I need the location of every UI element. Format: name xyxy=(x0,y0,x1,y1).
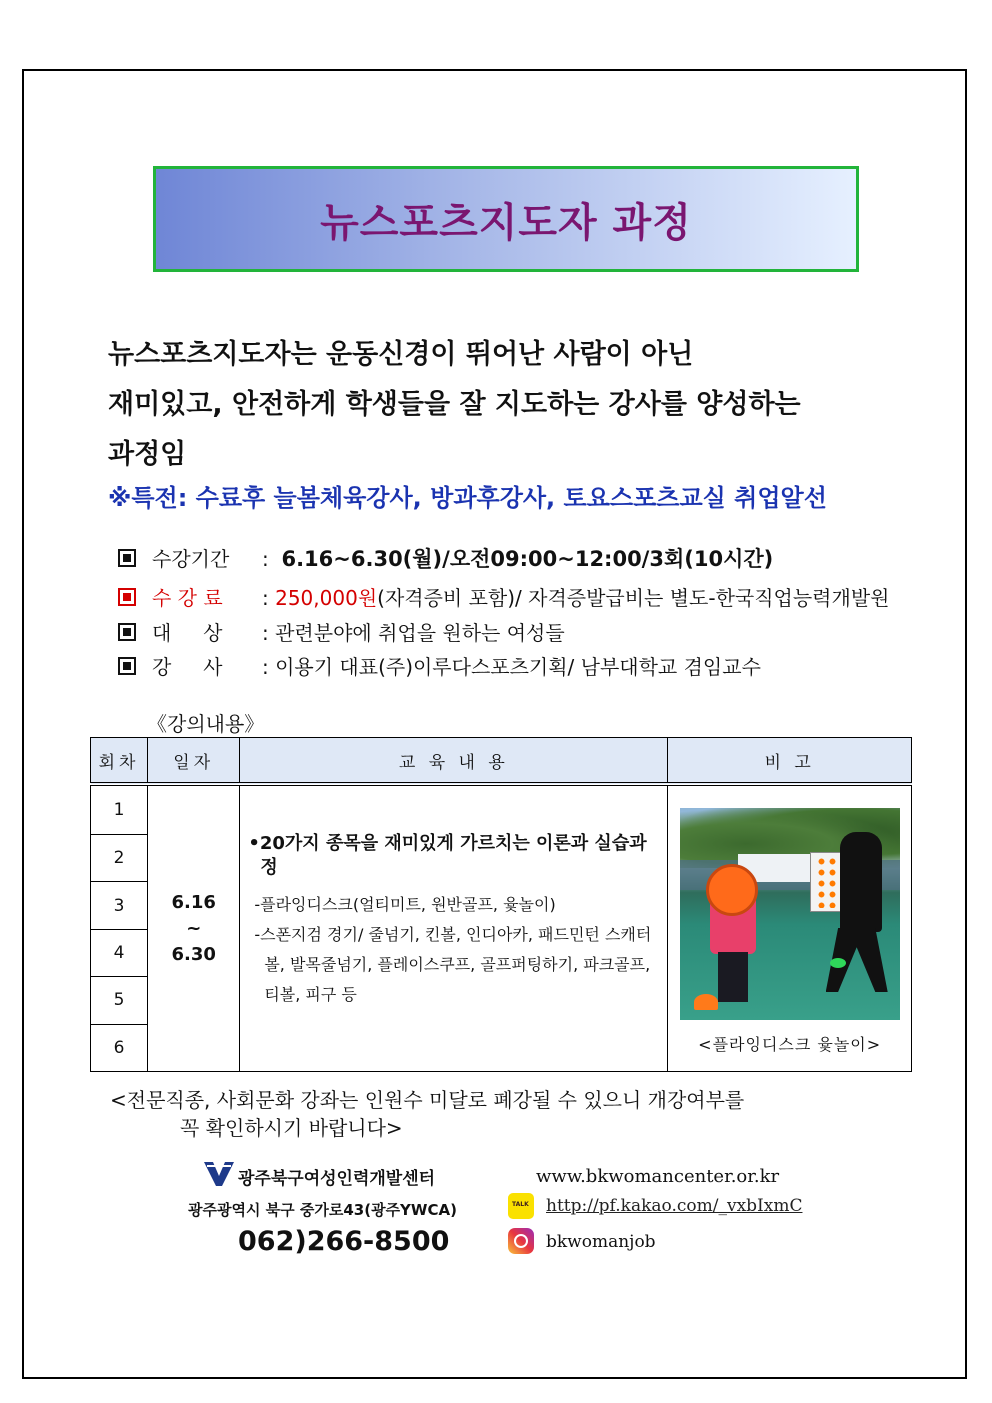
fee-value: 250,000원 xyxy=(275,586,378,610)
org-address: 광주광역시 북구 중가로43(광주YWCA) xyxy=(188,1201,457,1219)
special-benefit: ※특전: 수료후 늘봄체육강사, 방과후강사, 토요스포츠교실 취업알선 xyxy=(108,484,827,512)
info-value: 이용기 대표(주)이루다스포츠기획/ 남부대학교 겸임교수 xyxy=(275,655,761,679)
intro-text xyxy=(108,330,948,480)
date-cell xyxy=(148,784,240,1072)
session-number: 5 xyxy=(91,977,148,1024)
title-banner xyxy=(153,166,859,272)
info-label: 대 상 xyxy=(152,621,223,645)
bullet-icon xyxy=(118,588,136,606)
notice xyxy=(110,1086,744,1142)
kakao-link[interactable]: http://pf.kakao.com/_vxbIxmC xyxy=(546,1196,803,1216)
info-target: 대 상 : 관련분야에 취업을 원하는 여성들 xyxy=(118,617,565,646)
info-value: 6.16~6.30(월)/오전09:00~12:00/3회(10시간) xyxy=(281,547,774,571)
org-phone: 062)266-8500 xyxy=(238,1226,450,1257)
intro-line-2: 재미있고, 안전하게 학생들을 잘 지도하는 강사를 양성하는 xyxy=(108,389,801,420)
content-sub-2: -스폰지검 경기/ 줄넘기, 킨볼, 인디아카, 패드민턴 스캐터볼, 발목줄넘기, 플레이스쿠프, 골프퍼팅하기, 파크골프, 티볼, 피구 등 xyxy=(254,925,652,1004)
session-number: 2 xyxy=(91,834,148,881)
photo-caption: <플라잉디스크 윷놀이> xyxy=(698,1035,882,1054)
notice-line-2: 꼭 확인하시기 바랍니다> xyxy=(180,1116,403,1140)
info-instructor: 강 사 : 이용기 대표(주)이루다스포츠기획/ 남부대학교 겸임교수 xyxy=(118,651,761,680)
session-number: 4 xyxy=(91,929,148,976)
table-row xyxy=(91,784,912,834)
section-label: 《강의내용》 xyxy=(147,712,265,736)
instagram-handle[interactable]: bkwomanjob xyxy=(546,1232,656,1252)
date-end: 6.30 xyxy=(171,943,216,965)
flying-disc-photo xyxy=(680,808,900,1020)
content-main: •20가지 종목을 재미있게 가르치는 이론과 실습과정 xyxy=(248,833,647,878)
org-name: 광주북구여성인력개발센터 xyxy=(238,1169,436,1189)
bullet-icon xyxy=(118,623,136,641)
notice-line-1: <전문직종, 사회문화 강좌는 인원수 미달로 폐강될 수 있으니 개강여부를 xyxy=(110,1088,745,1112)
ywca-logo-icon xyxy=(204,1162,234,1186)
header-session: 회차 xyxy=(91,738,148,785)
note-cell xyxy=(668,784,912,1072)
bullet-icon xyxy=(118,549,136,567)
date-start: 6.16 xyxy=(171,891,216,913)
session-number: 1 xyxy=(91,784,148,834)
instagram-icon xyxy=(508,1228,534,1254)
info-label: 강 사 xyxy=(152,655,223,679)
header-content: 교 육 내 용 xyxy=(240,738,668,785)
fee-extra: (자격증비 포함)/ 자격증발급비는 별도-한국직업능력개발원 xyxy=(377,586,890,610)
bullet-icon xyxy=(118,657,136,675)
content-cell xyxy=(240,784,668,1072)
info-label: 수강기간 xyxy=(152,547,230,571)
page-title: 뉴스포츠지도자 과정 xyxy=(320,199,692,246)
session-number: 6 xyxy=(91,1024,148,1071)
intro-line-3: 과정임 xyxy=(108,439,187,470)
header-note: 비 고 xyxy=(668,738,912,785)
session-number: 3 xyxy=(91,882,148,929)
info-value: 관련분야에 취업을 원하는 여성들 xyxy=(275,621,565,645)
info-label: 수 강 료 xyxy=(152,586,223,610)
info-fee: 수 강 료 : 250,000원(자격증비 포함)/ 자격증발급비는 별도-한국직업능력개발원 xyxy=(118,582,889,611)
schedule-table xyxy=(90,737,912,1072)
info-period: 수강기간 : 6.16~6.30(월)/오전09:00~12:00/3회(10시간) xyxy=(118,543,773,573)
intro-line-1: 뉴스포츠지도자는 운동신경이 뛰어난 사람이 아닌 xyxy=(108,339,694,370)
table-header-row xyxy=(91,738,912,785)
kakaotalk-icon xyxy=(508,1193,534,1219)
date-sep: ~ xyxy=(186,917,202,939)
website-link[interactable]: www.bkwomancenter.or.kr xyxy=(536,1166,780,1187)
header-date: 일자 xyxy=(148,738,240,785)
content-sub-1: -플라잉디스크(얼티미트, 원반골프, 윷놀이) xyxy=(254,895,556,914)
